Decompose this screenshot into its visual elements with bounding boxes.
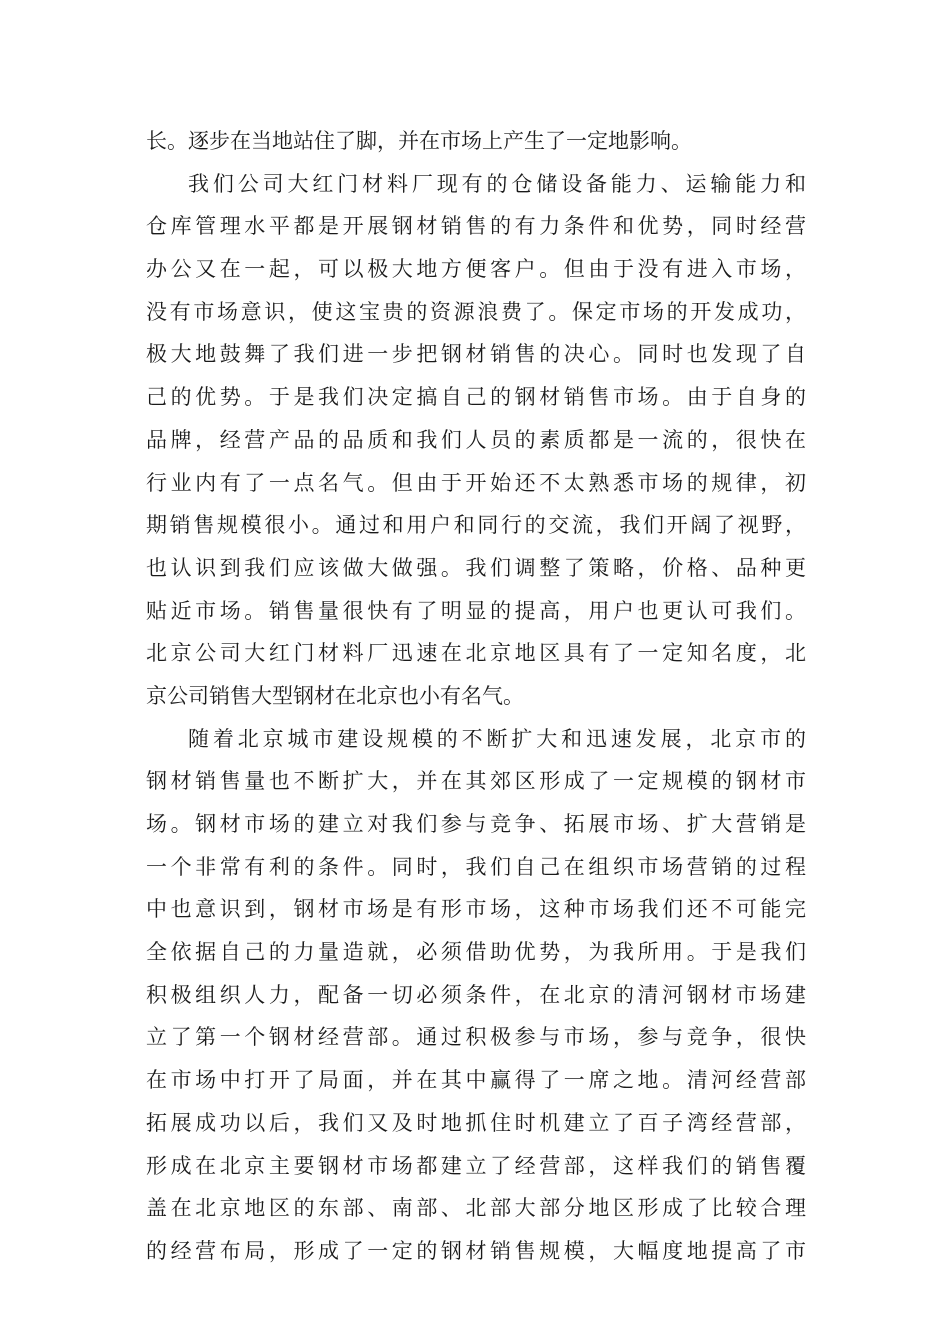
text-line: 京公司销售大型钢材在北京也小有名气。 xyxy=(146,683,524,708)
text-line: 品牌，经营产品的品质和我们人员的素质都是一流的，很快在 xyxy=(146,427,806,452)
text-line: 长。逐步在当地站住了脚，并在市场上产生了一定地影响。 xyxy=(146,129,692,153)
text-line: 也认识到我们应该做大做强。我们调整了策略，价格、品种更 xyxy=(146,555,806,580)
text-line: 钢材销售量也不断扩大，并在其郊区形成了一定规模的钢材市 xyxy=(146,769,806,794)
text-line: 全依据自己的力量造就，必须借助优势，为我所用。于是我们 xyxy=(146,940,806,965)
text-line: 一个非常有利的条件。同时，我们自己在组织市场营销的过程 xyxy=(146,854,806,879)
paragraph-first-line: 随着北京城市建设规模的不断扩大和迅速发展，北京市的 xyxy=(188,726,806,751)
text-line: 办公又在一起，可以极大地方便客户。但由于没有进入市场， xyxy=(146,257,806,282)
text-line: 的经营布局，形成了一定的钢材销售规模，大幅度地提高了市 xyxy=(146,1238,806,1263)
body-text xyxy=(146,120,806,1273)
paragraph-first-line: 我们公司大红门材料厂现有的仓储设备能力、运输能力和 xyxy=(188,171,806,196)
text-line: 仓库管理水平都是开展钢材销售的有力条件和优势，同时经营 xyxy=(146,214,806,239)
text-line: 场。钢材市场的建立对我们参与竞争、拓展市场、扩大营销是 xyxy=(146,812,806,836)
text-line: 极大地鼓舞了我们进一步把钢材销售的决心。同时也发现了自 xyxy=(146,342,806,367)
text-line: 己的优势。于是我们决定搞自己的钢材销售市场。由于自身的 xyxy=(146,385,806,410)
text-line: 在市场中打开了局面，并在其中赢得了一席之地。清河经营部 xyxy=(146,1068,806,1093)
text-line: 北京公司大红门材料厂迅速在北京地区具有了一定知名度，北 xyxy=(146,641,806,666)
text-line: 形成在北京主要钢材市场都建立了经营部，这样我们的销售覆 xyxy=(146,1153,806,1178)
text-line: 盖在北京地区的东部、南部、北部大部分地区形成了比较合理 xyxy=(146,1196,806,1221)
text-line: 没有市场意识，使这宝贵的资源浪费了。保定市场的开发成功， xyxy=(146,299,806,324)
text-line: 期销售规模很小。通过和用户和同行的交流，我们开阔了视野， xyxy=(146,513,806,538)
text-line: 行业内有了一点名气。但由于开始还不太熟悉市场的规律，初 xyxy=(146,470,806,495)
text-line: 积极组织人力，配备一切必须条件，在北京的清河钢材市场建 xyxy=(146,982,806,1007)
text-line: 贴近市场。销售量很快有了明显的提高，用户也更认可我们。 xyxy=(146,598,806,623)
text-line: 中也意识到，钢材市场是有形市场，这种市场我们还不可能完 xyxy=(146,897,806,922)
text-line: 拓展成功以后，我们又及时地抓住时机建立了百子湾经营部， xyxy=(146,1110,806,1135)
text-line: 立了第一个钢材经营部。通过积极参与市场，参与竞争，很快 xyxy=(146,1025,806,1050)
